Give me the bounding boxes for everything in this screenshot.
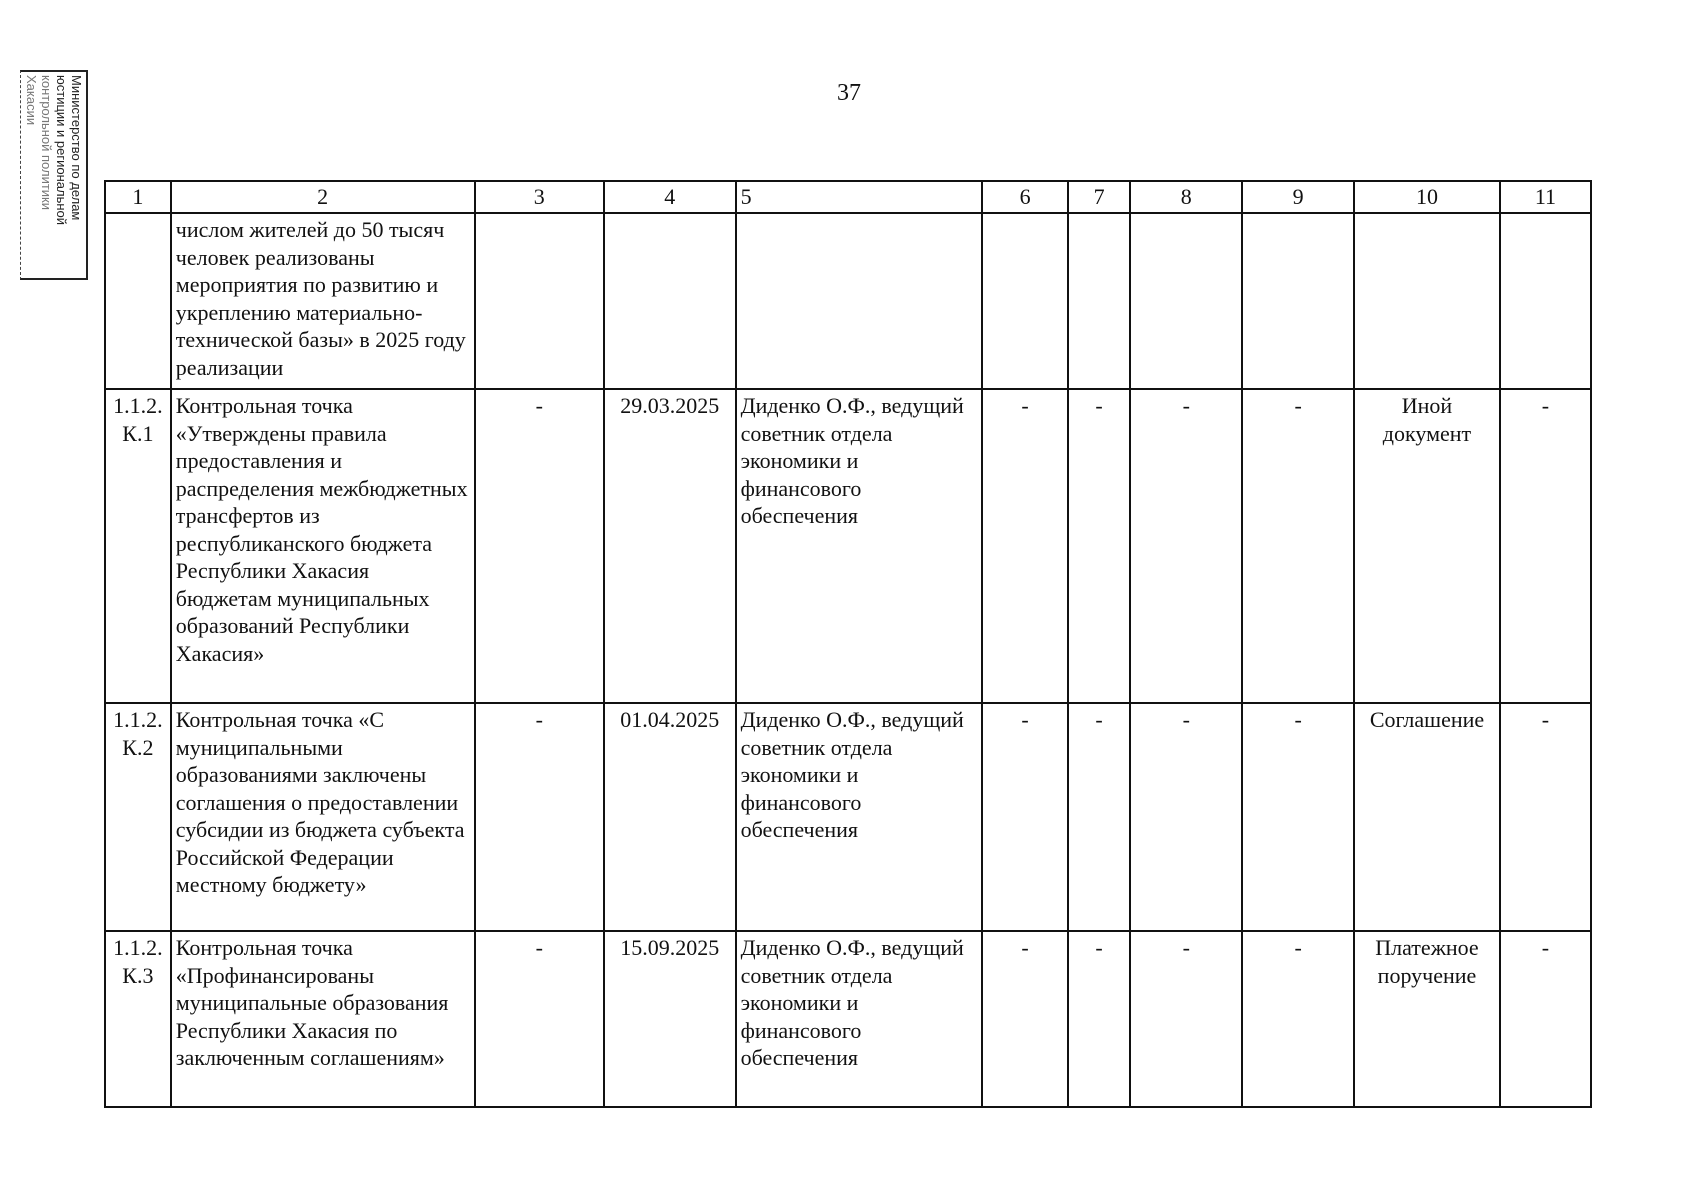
cell-col7: - xyxy=(1068,703,1131,931)
cell-col3 xyxy=(475,213,604,389)
column-header-4: 4 xyxy=(604,181,736,213)
cell-description: Контрольная точка «Утверждены правила предоставления и распределения межбюджетных трансфертов из республиканского бюджета Республики Хакасия бюджетам муниципальных образований Республики Хакасия» xyxy=(171,389,475,703)
column-header-8: 8 xyxy=(1130,181,1242,213)
column-header-2: 2 xyxy=(171,181,475,213)
table-header-row xyxy=(105,181,1591,213)
column-header-5: 5 xyxy=(736,181,983,213)
stamp-text xyxy=(24,75,84,275)
table-row xyxy=(105,931,1591,1107)
cell-col11: - xyxy=(1500,931,1591,1107)
cell-number xyxy=(105,213,171,389)
cell-date: 15.09.2025 xyxy=(604,931,736,1107)
table-row xyxy=(105,213,1591,389)
cell-responsible: Диденко О.Ф., ведущий советник отдела экономики и финансового обеспечения xyxy=(736,931,983,1107)
cell-number: 1.1.2. К.1 xyxy=(105,389,171,703)
cell-col8: - xyxy=(1130,703,1242,931)
cell-document-type: Платежное поручение xyxy=(1354,931,1500,1107)
cell-document-type: Соглашение xyxy=(1354,703,1500,931)
stamp-line: Хакасии xyxy=(23,75,39,126)
cell-date xyxy=(604,213,736,389)
cell-number: 1.1.2. К.3 xyxy=(105,931,171,1107)
column-header-11: 11 xyxy=(1500,181,1591,213)
cell-number: 1.1.2. К.2 xyxy=(105,703,171,931)
cell-document-type: Иной документ xyxy=(1354,389,1500,703)
cell-date: 01.04.2025 xyxy=(604,703,736,931)
cell-col9: - xyxy=(1242,703,1354,931)
cell-document-type xyxy=(1354,213,1500,389)
cell-col11: - xyxy=(1500,389,1591,703)
cell-col7 xyxy=(1068,213,1131,389)
cell-responsible: Диденко О.Ф., ведущий советник отдела экономики и финансового обеспечения xyxy=(736,389,983,703)
cell-col8: - xyxy=(1130,931,1242,1107)
cell-col6: - xyxy=(982,389,1068,703)
page-number: 37 xyxy=(837,80,861,106)
stamp-line: контрольной политики xyxy=(38,75,54,211)
cell-col6 xyxy=(982,213,1068,389)
cell-description: числом жителей до 50 тысяч человек реализованы мероприятия по развитию и укреплению материально-технической базы» в 2025 году реализации xyxy=(171,213,475,389)
cell-col7: - xyxy=(1068,931,1131,1107)
cell-col8: - xyxy=(1130,389,1242,703)
column-header-1: 1 xyxy=(105,181,171,213)
column-header-6: 6 xyxy=(982,181,1068,213)
cell-description: Контрольная точка «С муниципальными образованиями заключены соглашения о предоставлении субсидии из бюджета субъекта Российской Федерации местному бюджету» xyxy=(171,703,475,931)
cell-col11 xyxy=(1500,213,1591,389)
registration-stamp xyxy=(20,70,88,280)
cell-responsible: Диденко О.Ф., ведущий советник отдела экономики и финансового обеспечения xyxy=(736,703,983,931)
cell-description: Контрольная точка «Профинансированы муниципальные образования Республики Хакасия по заключенным соглашениям» xyxy=(171,931,475,1107)
column-header-9: 9 xyxy=(1242,181,1354,213)
table-row xyxy=(105,703,1591,931)
cell-col8 xyxy=(1130,213,1242,389)
cell-col9: - xyxy=(1242,931,1354,1107)
cell-responsible xyxy=(736,213,983,389)
column-header-3: 3 xyxy=(475,181,604,213)
cell-col3: - xyxy=(475,389,604,703)
cell-col3: - xyxy=(475,703,604,931)
cell-col9: - xyxy=(1242,389,1354,703)
cell-col3: - xyxy=(475,931,604,1107)
cell-col7: - xyxy=(1068,389,1131,703)
cell-col11: - xyxy=(1500,703,1591,931)
table-row xyxy=(105,389,1591,703)
column-header-10: 10 xyxy=(1354,181,1500,213)
cell-col9 xyxy=(1242,213,1354,389)
stamp-line: Министерство по делам xyxy=(68,75,84,221)
cell-col6: - xyxy=(982,703,1068,931)
cell-date: 29.03.2025 xyxy=(604,389,736,703)
cell-col6: - xyxy=(982,931,1068,1107)
stamp-line: юстиции и региональной xyxy=(53,75,69,226)
column-header-7: 7 xyxy=(1068,181,1131,213)
plan-table xyxy=(104,180,1592,1108)
